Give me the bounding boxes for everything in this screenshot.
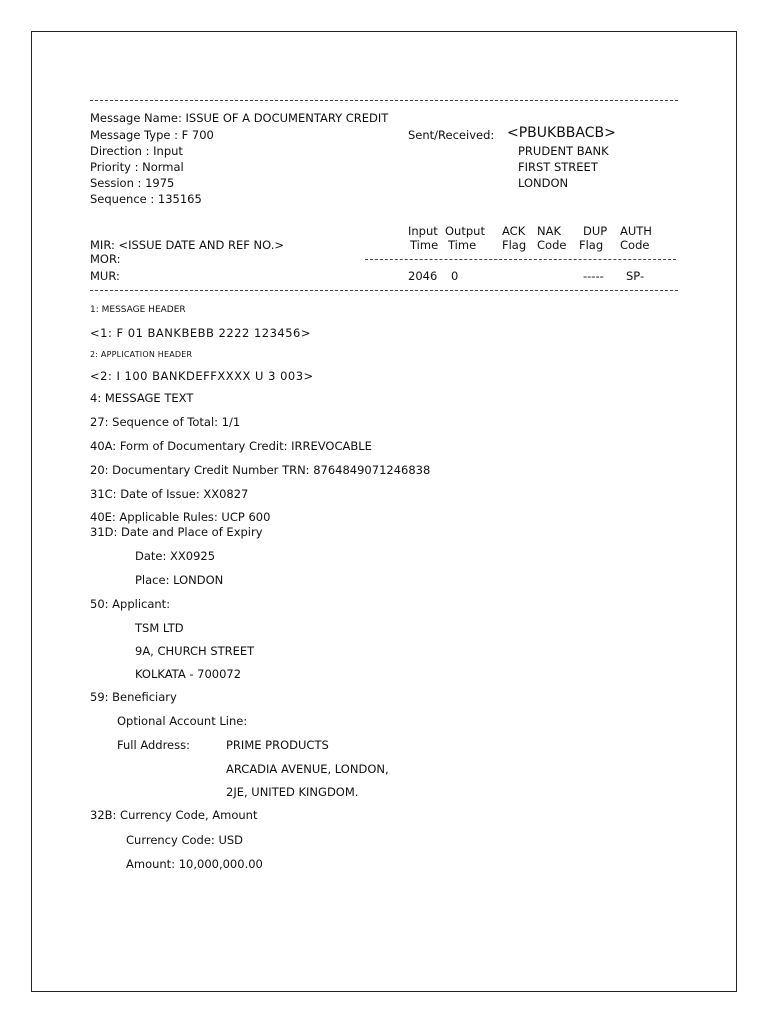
full-address-label: Full Address: (117, 738, 190, 752)
col-dup-2: Flag (579, 238, 604, 252)
auth-code-value: SP- (626, 269, 645, 283)
block2: <2: I 100 BANKDEFFXXXX U 3 003> (90, 369, 314, 383)
mor-line: MOR: (90, 252, 121, 266)
field-50: 50: Applicant: (90, 597, 171, 611)
table-divider (365, 259, 676, 260)
direction: Direction : Input (90, 144, 183, 158)
sequence: Sequence : 135165 (90, 192, 202, 206)
optional-account-line: Optional Account Line: (117, 714, 248, 728)
priority: Priority : Normal (90, 160, 184, 174)
amount: Amount: 10,000,000.00 (126, 857, 263, 871)
field-59: 59: Beneficiary (90, 690, 177, 704)
applicant-city: KOLKATA - 700072 (135, 667, 242, 681)
beneficiary-city: 2JE, UNITED KINGDOM. (226, 785, 359, 799)
field-20: 20: Documentary Credit Number TRN: 8764849071246838 (90, 463, 431, 477)
message-text-label: 4: MESSAGE TEXT (90, 391, 194, 405)
beneficiary-name: PRIME PRODUCTS (226, 738, 329, 752)
currency-code: Currency Code: USD (126, 833, 244, 847)
field-32b: 32B: Currency Code, Amount (90, 808, 258, 822)
col-input-2: Time (410, 238, 439, 252)
mur-line: MUR: (90, 269, 120, 283)
top-divider (90, 100, 678, 101)
expiry-date: Date: XX0925 (135, 549, 216, 563)
message-type: Message Type : F 700 (90, 128, 214, 142)
col-nak-1: NAK (537, 224, 562, 238)
dup-flag-value: ----- (583, 269, 604, 283)
block1: <1: F 01 BANKBEBB 2222 123456> (90, 326, 311, 340)
field-40a: 40A: Form of Documentary Credit: IRREVOCABLE (90, 439, 372, 453)
field-40e: 40E: Applicable Rules: UCP 600 (90, 510, 271, 524)
field-27: 27: Sequence of Total: 1/1 (90, 415, 241, 429)
col-dup-1: DUP (583, 224, 608, 238)
input-time-value: 2046 (408, 269, 438, 283)
col-auth-2: Code (620, 238, 650, 252)
col-nak-2: Code (537, 238, 567, 252)
col-ack-2: Flag (502, 238, 527, 252)
col-ack-1: ACK (502, 224, 526, 238)
application-header-label: 2: APPLICATION HEADER (90, 350, 193, 359)
bank-name: PRUDENT BANK (518, 144, 609, 158)
col-output-1: Output (445, 224, 485, 238)
field-31d: 31D: Date and Place of Expiry (90, 525, 263, 539)
bank-street: FIRST STREET (518, 160, 598, 174)
sent-received-label: Sent/Received: (408, 128, 495, 142)
sent-received-bic: <PBUKBBACB> (507, 125, 616, 141)
header-bottom-divider (90, 290, 678, 291)
col-auth-1: AUTH (620, 224, 652, 238)
field-31c: 31C: Date of Issue: XX0827 (90, 487, 249, 501)
col-input-1: Input (408, 224, 438, 238)
expiry-place: Place: LONDON (135, 573, 224, 587)
applicant-name: TSM LTD (135, 621, 184, 635)
bank-city: LONDON (518, 176, 569, 190)
output-time-value: 0 (451, 269, 459, 283)
mir-line: MIR: <ISSUE DATE AND REF NO.> (90, 238, 285, 252)
beneficiary-street: ARCADIA AVENUE, LONDON, (226, 762, 389, 776)
message-header-label: 1: MESSAGE HEADER (90, 305, 186, 315)
session: Session : 1975 (90, 176, 175, 190)
message-name: Message Name: ISSUE OF A DOCUMENTARY CREDIT (90, 111, 389, 125)
col-output-2: Time (448, 238, 477, 252)
applicant-street: 9A, CHURCH STREET (135, 644, 255, 658)
